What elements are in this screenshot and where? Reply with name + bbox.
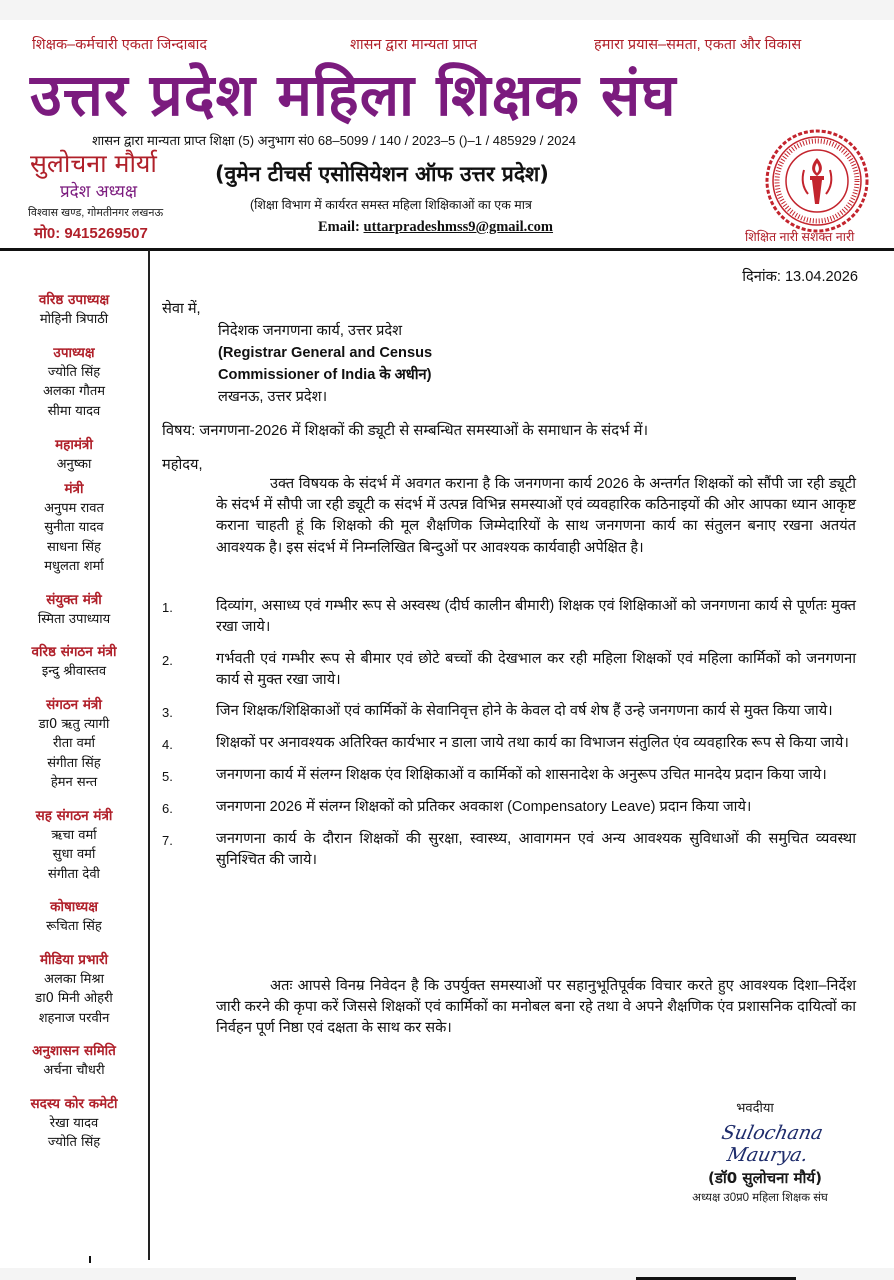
bearer-member: रेखा यादव — [49, 1115, 99, 1131]
bearer-member: मधुलता शर्मा — [44, 559, 104, 574]
recipient-line: Commissioner of India के अधीन) — [218, 367, 432, 383]
bearer-role: वरिष्ठ संगठन मंत्री — [31, 644, 117, 660]
recipient-block — [162, 298, 432, 408]
bearer-member: ऋचा वर्मा — [51, 827, 97, 843]
sidebar-divider — [148, 250, 150, 1260]
bearer-member: रीता वर्मा — [53, 736, 95, 751]
demand-text: जिन शिक्षक/शिक्षिकाओं एवं कार्मिकों के सेवानिवृत्त होने के केवल दो वर्ष शेष हैं उन्हे जनगणना कार्य से मुक्त किया जाये। — [216, 703, 833, 719]
top-margin-strip — [0, 0, 894, 20]
association-email — [318, 219, 553, 236]
signatory-role: अध्यक्ष उ0प्र0 महिला शिक्षक संघ — [692, 1192, 828, 1204]
bearer-member: संगीता देवी — [48, 866, 100, 882]
bearer-group — [0, 290, 148, 330]
bearer-role: अनुशासन समिति — [32, 1043, 116, 1059]
demand-number: 7. — [162, 833, 173, 848]
bearer-role: कोषाध्यक्ष — [50, 899, 98, 915]
bearer-member: मोहिनी त्रिपाठी — [39, 312, 109, 327]
letter-date: दिनांक: 13.04.2026 — [742, 269, 858, 285]
slogan-unity: शिक्षक–कर्मचारी एकता जिन्दाबाद — [32, 37, 208, 53]
demand-number: 3. — [162, 705, 173, 720]
bearer-member: रूचिता सिंह — [46, 919, 102, 934]
president-name: सुलोचना मौर्या — [30, 149, 157, 178]
president-title: प्रदेश अध्यक्ष — [60, 182, 138, 202]
bearer-member: अलका मिश्रा — [44, 971, 104, 987]
bearer-role: संगठन मंत्री — [46, 696, 102, 713]
letter-closing-paragraph: अतः आपसे विनम्र निवेदन है कि उपर्युक्त समस्याओं पर सहानुभूतिपूर्वक विचार करते हुए आवश्यक दिशा–निर्देश जारी करने की कृपा करें जिससे शिक्षकों एवं कार्मिकों का मनोबल बना रहे तथा वे अपने शैक्षणिक एंव प्रशासनिक दायित्वों का निर्वहन पूर्ण निष्ठा एवं दक्षता के साथ कर सके। — [216, 978, 856, 1036]
bearer-member: शहनाज परवीन — [38, 1010, 110, 1026]
demand-item — [162, 596, 856, 638]
demand-item — [162, 829, 856, 871]
bearer-group — [0, 1041, 148, 1081]
recipient-salutation: सेवा में, — [162, 301, 201, 317]
bearer-member: स्मिता उपाध्याय — [37, 611, 111, 627]
demand-text: जनगणना कार्य के दौरान शिक्षकों की सुरक्षा, स्वास्थ्य, आवागमन एवं अन्य आवश्यक सुविधाओं की समुचित व्यवस्था सुनिश्चित की जाये। — [216, 831, 856, 868]
demand-text: जनगणना कार्य में संलग्न शिक्षक एंव शिक्षिकाओं व कार्मिकों को शासनादेश के अनुरूप उचित मानदेय प्रदान किया जाये। — [216, 767, 827, 783]
demand-text: शिक्षकों पर अनावश्यक अतिरिक्त कार्यभार न डाला जाये तथा कार्य का विभाजन संतुलित एंव व्यवहारिक रूप से किया जाये। — [216, 735, 849, 751]
bearer-member: साधना सिंह — [47, 539, 101, 555]
letter-subject: विषय: जनगणना-2026 में शिक्षकों की ड्यूटी से सम्बन्धित समस्याओं के समाधान के संदर्भ में। — [162, 423, 649, 439]
bearer-role: वरिष्ठ उपाध्यक्ष — [38, 292, 110, 308]
registration-line: शासन द्वारा मान्यता प्राप्त शिक्षा (5) अनुभाग सं0 68–5099 / 140 / 2023–5 ()–1 / 485929 / 2024 — [92, 133, 576, 148]
bearer-member: डा0 ऋतु त्यागी — [38, 716, 110, 732]
bearer-role: महामंत्री — [55, 437, 93, 453]
bearer-group — [0, 1094, 148, 1153]
bearer-group — [0, 950, 148, 1029]
bearer-group — [0, 435, 148, 475]
demand-item — [162, 797, 856, 819]
demand-item — [162, 701, 856, 723]
bearer-role: संयुक्त मंत्री — [46, 591, 102, 608]
letter-intro-paragraph: उक्त विषयक के संदर्भ में अवगत कराना है कि जनगणना कार्य 2026 के अन्तर्गत शिक्षकों को सौंपी जा रही ड्यूटी के संदर्भ में सौपी जा रही ड्यूटी क संदर्भ में उत्पन्न विभिन्न समस्याओं एवं व्यवहारिक कठिनाइयों की ओर आपका ध्यान आकृष्ट कराना चाहती हूं कि शिक्षको की मूल शैक्षणिक जिम्मेदारियों के साथ जनगणना कार्य का संतुलन बनाए रखना अतयंत आवश्यक है। इस संदर्भ में निम्नलिखित बिन्दुओं पर आवश्यक कार्यवाही अपेक्षित है। — [216, 476, 856, 556]
demand-number: 2. — [162, 652, 173, 668]
president-phone: मो0: 9415269507 — [34, 225, 148, 242]
bearer-role: उपाध्यक्ष — [53, 344, 95, 361]
bearer-group — [0, 695, 148, 793]
office-bearers-sidebar — [0, 290, 148, 1166]
bearer-group — [0, 806, 148, 885]
demand-number: 6. — [162, 801, 173, 816]
association-english-name: (वुमेन टीचर्स एसोसियेशन ऑफ उत्तर प्रदेश) — [215, 162, 549, 186]
torch-emblem-icon — [764, 128, 870, 234]
demand-number: 5. — [162, 769, 173, 784]
bearer-member: अलका गौतम — [42, 384, 106, 399]
bearer-member: सीमा यादव — [47, 403, 101, 419]
demand-item — [162, 649, 856, 691]
bearer-member: अर्चना चौधरी — [43, 1063, 105, 1078]
bearer-member: ज्योति सिंह — [47, 1135, 101, 1150]
bearer-member: डा0 मिनी ओहरी — [35, 991, 113, 1006]
bearer-role: मीडिया प्रभारी — [39, 951, 108, 968]
demand-text: दिव्यांग, असाध्य एवं गम्भीर रूप से अस्वस्थ (दीर्घ कालीन बीमारी) शिक्षक एवं शिक्षिकाओं को जनगणना कार्य से पूर्णतः मुक्त रखा जाये। — [216, 598, 856, 635]
recipient-line: लखनऊ, उत्तर प्रदेश। — [218, 389, 328, 405]
bearer-member: अनुपम रावत — [44, 500, 104, 516]
demand-list — [162, 596, 856, 882]
slogan-recognition: शासन द्वारा मान्यता प्राप्त — [350, 37, 478, 53]
signature-block — [640, 1098, 860, 1205]
recipient-address — [162, 320, 432, 408]
demand-number: 4. — [162, 737, 173, 752]
president-block — [20, 148, 220, 246]
bearer-role: मंत्री — [64, 480, 84, 497]
letter-greeting: महोदय, — [162, 457, 203, 473]
header-divider — [0, 248, 894, 251]
president-address: विश्वास खण्ड, गोमतीनगर लखनऊ — [28, 207, 164, 219]
stray-mark — [89, 1256, 91, 1263]
bearer-member: अनुष्का — [56, 457, 92, 472]
slogan-effort: हमारा प्रयास–समता, एकता और विकास — [594, 37, 802, 53]
recipient-line: (Registrar General and Census — [218, 345, 433, 361]
signatory-name: (डॉ0 सुलोचना मौर्य) — [708, 1169, 822, 1187]
association-subtitle: (शिक्षा विभाग में कार्यरत समस्त महिला शिक्षिकाओं का एक मात्र — [250, 198, 532, 212]
valediction: भवदीया — [736, 1100, 774, 1115]
bearer-member: हेमन सन्त — [50, 775, 98, 790]
demand-item — [162, 765, 856, 787]
bearer-group — [0, 479, 148, 577]
bearer-role: सदस्य कोर कमेटी — [30, 1095, 118, 1112]
bearer-member: सुधा वर्मा — [52, 847, 96, 862]
handwritten-signature: Sulochana Maurya. — [719, 1122, 825, 1166]
email-label: Email: — [318, 219, 364, 235]
bearer-group — [0, 897, 148, 937]
logo-tagline: शिक्षित नारी सशक्त नारी — [745, 230, 855, 244]
demand-text: जनगणना 2026 में संलग्न शिक्षकों को प्रतिकर अवकाश (Compensatory Leave) प्रदान किया जाये। — [216, 799, 752, 815]
email-link[interactable]: uttarpradeshmss9@gmail.com — [363, 219, 554, 235]
demand-number: 1. — [162, 600, 173, 615]
bearer-member: सुनीता यादव — [44, 520, 104, 535]
bearer-group — [0, 590, 148, 630]
bearer-group — [0, 642, 148, 682]
bearer-member: ज्योति सिंह — [47, 364, 101, 380]
demand-item — [162, 733, 856, 755]
bearer-role: सह संगठन मंत्री — [35, 807, 113, 824]
bearer-member: संगीता सिंह — [47, 755, 101, 771]
letterhead-slogans — [32, 34, 874, 54]
demand-text: गर्भवती एवं गम्भीर रूप से बीमार एवं छोटे बच्चों की देखभाल कर रही महिला शिक्षकों एवं महिला कार्मिकों को जनगणना कार्य से मुक्त रखा जाये। — [216, 650, 856, 688]
recipient-line: निदेशक जनगणना कार्य, उत्तर प्रदेश — [218, 323, 403, 339]
organization-title: उत्तर प्रदेश महिला शिक्षक संघ — [30, 61, 677, 129]
bearer-member: इन्दु श्रीवास्तव — [41, 664, 107, 679]
bearer-group — [0, 343, 148, 422]
